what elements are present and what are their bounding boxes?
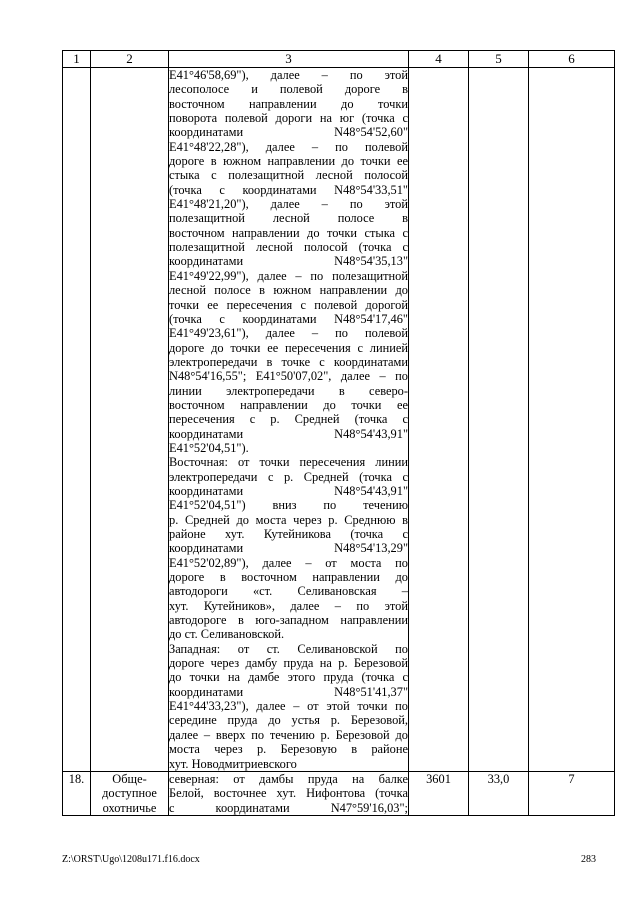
description-line: восточном направлении до точки стыка с <box>169 225 408 240</box>
boundaries-table <box>62 50 615 816</box>
description-line: (точка с координатами N48°54'33,51" <box>169 182 408 197</box>
description-line: хут. Новодмитриевского <box>169 756 297 771</box>
description-line: точки ее пересечения с полевой дорогой <box>169 297 408 312</box>
table-header-row <box>63 51 615 68</box>
continuation-col-2 <box>91 68 169 772</box>
description-line: координатами N48°54'35,13" <box>169 254 408 269</box>
row18-category <box>91 771 169 815</box>
description-line: лесной полосе в южном направлении до <box>169 283 408 298</box>
description-line: лесополосе и полевой дороге в <box>169 82 408 97</box>
continuation-col-4 <box>409 68 469 772</box>
table-row-18 <box>63 771 615 815</box>
description-line: N48°54'16,55"; E41°50'07,02", далее – по <box>169 369 408 384</box>
description-line: координатами N48°54'52,60" <box>169 125 408 140</box>
description-line: восточном направлении до точки <box>169 96 408 111</box>
description-line: E41°46'58,69"), далее – по этой <box>169 68 408 82</box>
description-line: хут. Кутейников», далее – по этой <box>169 598 408 613</box>
description-line: E41°48'22,28"), далее – по полевой <box>169 139 408 154</box>
header-col-5: 5 <box>469 51 529 68</box>
description-line: электропередачи с р. Средней (точка с <box>169 469 408 484</box>
header-col-1: 1 <box>63 51 91 68</box>
description-line: до точки на дамбе этого пруда (точка с <box>169 670 408 685</box>
footer-page-number: 283 <box>581 854 596 865</box>
description-line: пересечения с р. Средней (точка с <box>169 412 408 427</box>
description-line: дороге до точки ее пересечения с линией <box>169 340 408 355</box>
description-line: районе хут. Кутейникова (точка с <box>169 527 408 541</box>
description-line: Западная: от ст. Селивановской по <box>169 641 408 656</box>
description-line: восточном направлении до точки ее <box>169 397 408 412</box>
description-line: полезащитной лесной полосой (точка с <box>169 240 408 255</box>
description-line: E41°49'22,99"), далее – по полезащитной <box>169 268 408 283</box>
description-line: северная: от дамбы пруда на балке <box>169 771 408 786</box>
description-line: с координатами N47°59'16,03"; <box>169 800 408 815</box>
description-line: дороге через дамбу пруда на р. Березовой <box>169 656 408 671</box>
row18-number: 18. <box>63 771 91 815</box>
description-line: E41°48'21,20"), далее – по этой <box>169 197 408 212</box>
category-line: Обще- <box>112 771 147 786</box>
description-line: линии электропередачи в северо- <box>169 383 408 398</box>
header-col-3: 3 <box>169 51 409 68</box>
category-line: охотничье <box>102 800 157 815</box>
description-line: координатами N48°54'43,91" <box>169 483 408 498</box>
continuation-col-5 <box>469 68 529 772</box>
description-line: до ст. Селивановской. <box>169 627 285 642</box>
description-line: E41°44'33,23"), далее – от этой точки по <box>169 699 408 714</box>
description-line: середине пруда до устья р. Березовой, <box>169 713 408 728</box>
description-line: дороге в южном направлении до точки ее <box>169 154 408 169</box>
description-line: полезащитной лесной полосе в <box>169 211 408 226</box>
description-line: (точка с координатами N48°54'17,46" <box>169 311 408 326</box>
header-col-4: 4 <box>409 51 469 68</box>
row18-description <box>169 771 409 815</box>
description-line: моста через р. Березовую в районе <box>169 742 408 757</box>
description-line: дороге в восточном направлении до <box>169 570 408 585</box>
header-col-6: 6 <box>529 51 615 68</box>
description-line: автодороге в юго-западном направлении <box>169 613 408 628</box>
description-line: р. Средней до моста через р. Среднюю в <box>169 512 408 527</box>
continuation-col-1 <box>63 68 91 772</box>
description-line: E41°52'04,51"). <box>169 440 249 455</box>
continuation-col-6 <box>529 68 615 772</box>
description-line: координатами N48°54'43,91" <box>169 426 408 441</box>
continuation-description <box>169 68 409 772</box>
description-line: Восточная: от точки пересечения линии <box>169 455 408 470</box>
row18-col-5: 33,0 <box>469 771 529 815</box>
category-line: доступное <box>102 786 157 801</box>
description-line: автодороги «ст. Селивановская – <box>169 584 408 599</box>
description-line: поворота полевой дороги на юг (точка с <box>169 111 408 126</box>
description-line: далее – вверх по течению р. Березовой до <box>169 727 408 742</box>
description-line: стыка с полезащитной лесной полосой <box>169 168 408 183</box>
description-line: электропередачи в точке с координатами <box>169 354 408 369</box>
description-line: координатами N48°51'41,37" <box>169 684 408 699</box>
description-line: координатами N48°54'13,29" <box>169 541 408 556</box>
description-line: E41°52'04,51") вниз по течению <box>169 498 408 513</box>
row18-col-4: 3601 <box>409 771 469 815</box>
table-row-continuation <box>63 68 615 772</box>
footer-file-path: Z:\ORST\Ugo\1208u171.f16.docx <box>62 854 200 865</box>
row18-col-6: 7 <box>529 771 615 815</box>
description-line: E41°49'23,61"), далее – по полевой <box>169 326 408 341</box>
description-line: E41°52'02,89"), далее – от моста по <box>169 555 408 570</box>
header-col-2: 2 <box>91 51 169 68</box>
description-line: Белой, восточнее хут. Нифонтова (точка <box>169 786 408 801</box>
